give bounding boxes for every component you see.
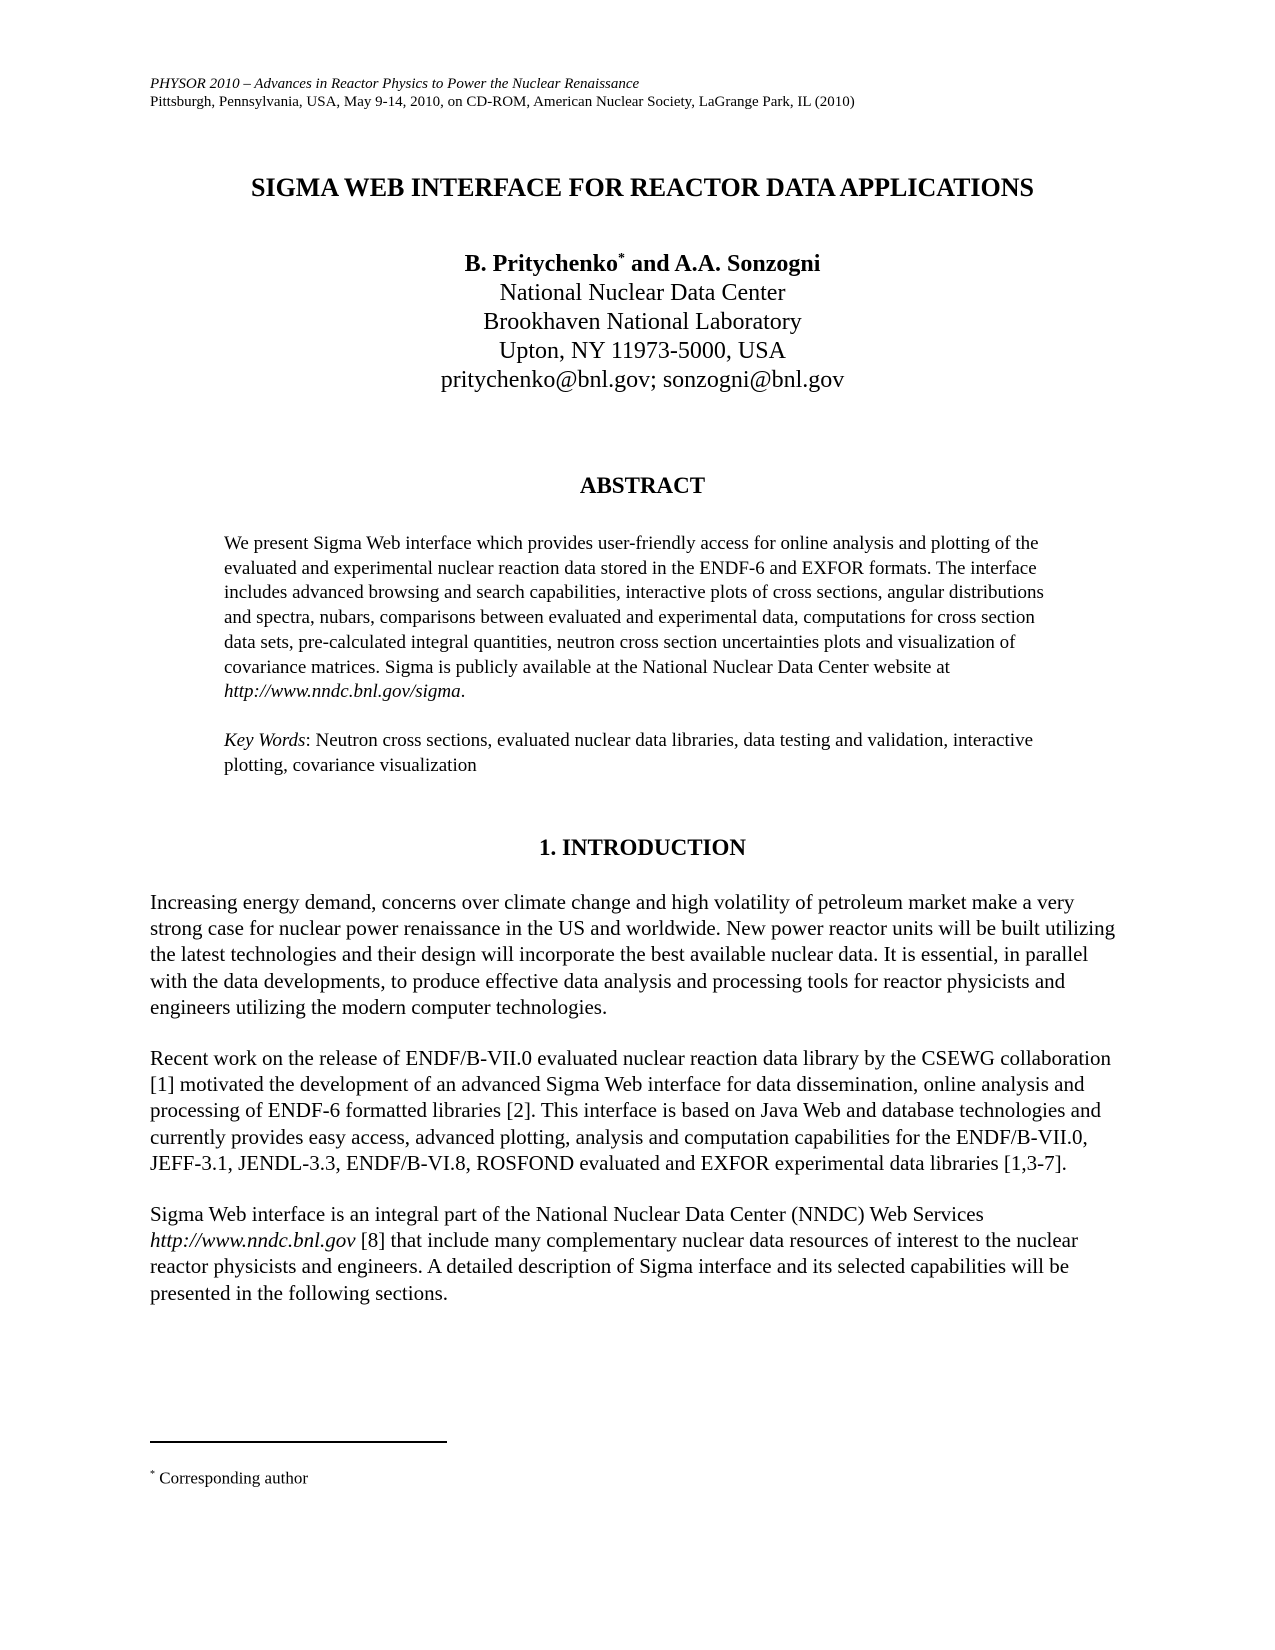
keywords-text: : Neutron cross sections, evaluated nuclear data libraries, data testing and validation, interactive plotting, covariance visualization [224,729,1034,776]
author-names [10,244,1275,279]
affiliation-center: National Nuclear Data Center [499,280,786,306]
abstract-heading: ABSTRACT [579,473,706,498]
intro-p3-url: http://www.nndc.bnl.gov [150,1228,356,1253]
footnote-mark: * [150,1469,155,1480]
abstract-body [224,532,1044,778]
intro-p3-rest: [8] that include many complementary nuclear data resources of interest to the nuclear reactor physicists and engineers. A detailed description of Sigma interface and its selected capabilities will be presented in the following sections. [150,1228,1078,1305]
header-venue-line: Pittsburgh, Pennsylvania, USA, May 9-14, 2010, on CD-ROM, American Nuclear Society, LaGrange Park, IL (2010) [150,94,855,110]
abstract-url: http://www.nndc.bnl.gov/sigma [224,681,461,703]
author-1: B. Pritychenko [464,251,618,277]
author-connector: and [624,251,675,277]
intro-paragraph-3 [150,1201,1130,1306]
abstract-text: We present Sigma Web interface which provides user-friendly access for online analysis and plotting of the evaluated and experimental nuclear reaction data stored in the ENDF-6 and EXFOR formats. The interface includes advanced browsing and search capabilities, interactive plots of cross sections, angular distributions and spectra, nubars, comparisons between evaluated and experimental data, computations for cross section data sets, pre-calculated integral quantities, neutron cross section uncertainties plots and visualization of covariance matrices. Sigma is publicly available at the National Nuclear Data Center website at [224,533,1044,678]
abstract-paragraph [224,532,1044,705]
corresponding-author-mark: * [617,251,625,266]
introduction-heading: 1. INTRODUCTION [538,835,747,860]
intro-p3-text: Sigma Web interface is an integral part of the National Nuclear Data Center (NNDC) Web Services [150,1202,984,1227]
header-conference-line: PHYSOR 2010 – Advances in Reactor Physics to Power the Nuclear Renaissance [150,76,640,92]
paper-title: SIGMA WEB INTERFACE FOR REACTOR DATA APPLICATIONS [250,173,1034,202]
author-block [0,244,1275,395]
intro-paragraph-1: Increasing energy demand, concerns over climate change and high volatility of petroleum market make a very strong case for nuclear power renaissance in the US and worldwide. New power reactor units will be built utilizing the latest technologies and their design will incorporate the best available nuclear data. It is essential, in parallel with the data developments, to produce effective data analysis and processing tools for reactor physicists and engineers utilizing the modern computer technologies. [150,890,1116,1019]
footnote-text: Corresponding author [155,1468,308,1488]
keywords-label: Key Words [224,729,306,751]
footnote-divider [150,1441,447,1443]
affiliation-lab: Brookhaven National Laboratory [483,309,802,335]
abstract-end: . [460,681,466,703]
affiliation-address: Upton, NY 11973-5000, USA [499,338,786,364]
introduction-body [150,889,1130,1331]
running-header [150,75,855,111]
keywords-paragraph [224,729,1044,778]
author-emails: pritychenko@bnl.gov; sonzogni@bnl.gov [440,367,845,393]
footnote [150,1465,308,1489]
author-2: A.A. Sonzogni [674,251,821,277]
intro-paragraph-2: Recent work on the release of ENDF/B-VII.0 evaluated nuclear reaction data library by the CSEWG collaboration [1] motivated the development of an advanced Sigma Web interface for data dissemination, online analysis and processing of ENDF-6 formatted libraries [2]. This interface is based on Java Web and database technologies and currently provides easy access, advanced plotting, analysis and computation capabilities for the ENDF/B-VII.0, JEFF-3.1, JENDL-3.3, ENDF/B-VI.8, ROSFOND evaluated and EXFOR experimental data libraries [1,3-7]. [150,1046,1111,1175]
